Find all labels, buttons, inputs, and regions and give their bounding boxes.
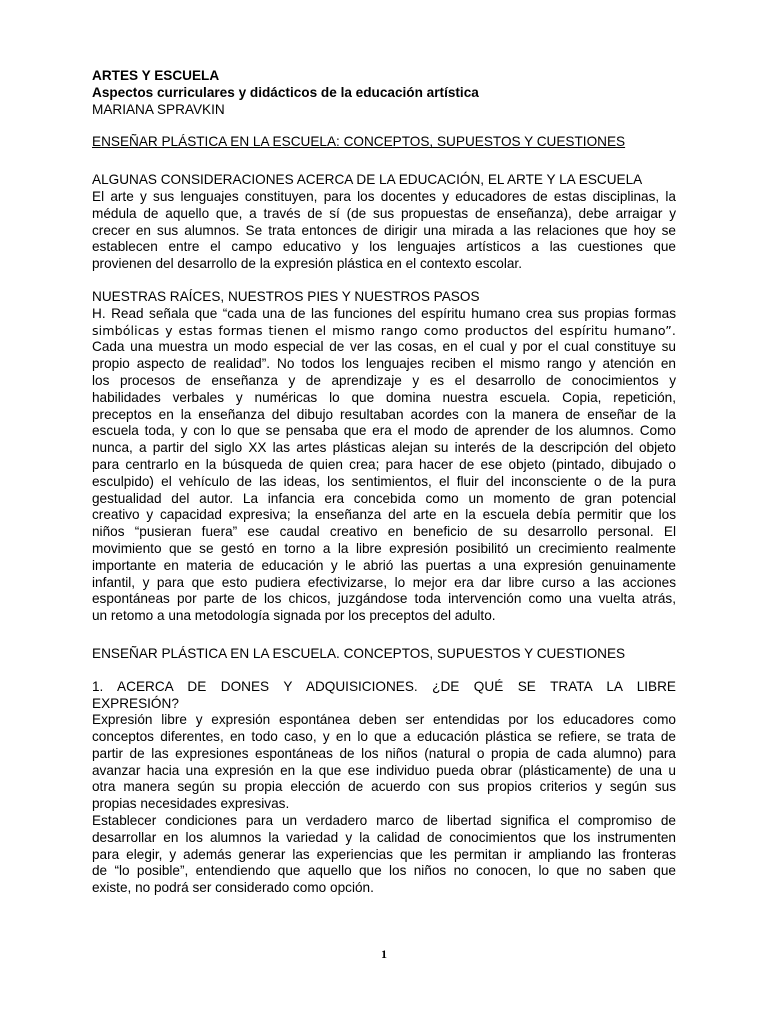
paragraph-line: importante en materia de educación y le abrió las puertas a una expresión genuinamente bbox=[92, 557, 676, 573]
page-content bbox=[92, 68, 676, 897]
paragraph-line: habilidades verbales y numéricas lo que domina nuestra escuela. Copia, repetición, bbox=[92, 389, 676, 405]
section-heading: ENSEÑAR PLÁSTICA EN LA ESCUELA: CONCEPTOS, SUPUESTOS Y CUESTIONES bbox=[92, 134, 626, 150]
spacer bbox=[92, 625, 676, 646]
paragraph-line: Expresión libre y expresión espontánea deben ser entendidas por los educadores como bbox=[92, 712, 676, 728]
paragraph-line: médula de aquello que, a través de sí (de sus propuestas de enseñanza), debe arraigar y bbox=[92, 205, 676, 221]
book-subtitle: Aspectos curriculares y didácticos de la educación artística bbox=[92, 84, 479, 100]
block3-paragraph bbox=[92, 712, 676, 813]
paragraph-line: espontáneas por parte de los chicos, juzgándose toda intervención como una vuelta atrás, bbox=[92, 591, 676, 607]
block2-paragraph bbox=[92, 306, 676, 625]
paragraph-line: niños “pusieran fuera” ese caudal creativo en beneficio de su desarrollo personal. El bbox=[92, 524, 676, 540]
book-title: ARTES Y ESCUELA bbox=[92, 68, 220, 83]
paragraph-line: un retomo a una metodología signada por los preceptos del adulto. bbox=[92, 608, 496, 624]
spacer bbox=[92, 273, 676, 289]
block1-heading: ALGUNAS CONSIDERACIONES ACERCA DE LA EDUCACIÓN, EL ARTE Y LA ESCUELA bbox=[92, 172, 643, 188]
paragraph-line: escuela toda, y con lo que se pensaba que era el modo de aprender de los alumnos. Como bbox=[92, 423, 676, 439]
paragraph-line: desarrollar en los alumnos la variedad y la calidad de conocimientos que los instrumenten bbox=[92, 829, 676, 845]
block2-heading: NUESTRAS RAÍCES, NUESTROS PIES Y NUESTROS PASOS bbox=[92, 288, 480, 304]
paragraph-line: de “lo posible”, entendiendo que aquello que los niños no conocen, lo que no saben que bbox=[92, 863, 676, 879]
paragraph-line: provienen del desarrollo de la expresión plástica en el contexto escolar. bbox=[92, 256, 522, 272]
paragraph-line: Establecer condiciones para un verdadero marco de libertad significa el compromiso de bbox=[92, 813, 676, 829]
paragraph-line: infantil, y para que esto pudiera efectivizarse, lo mejor era dar libre curso a las acciones bbox=[92, 574, 676, 590]
spacer bbox=[92, 118, 676, 134]
block1-paragraph bbox=[92, 189, 676, 273]
paragraph-line: avanzar hacia una expresión en la que ese individuo pueda obrar (plásticamente) de una u bbox=[92, 762, 676, 778]
paragraph-line: establecen entre el campo educativo y los lenguajes artísticos a las cuestiones que bbox=[92, 239, 676, 255]
paragraph-line: Cada una muestra un modo especial de ver las cosas, en el cual y por el cual constituye su bbox=[92, 339, 676, 355]
paragraph-line: El arte y sus lenguajes constituyen, para los docentes y educadores de estas disciplinas, la bbox=[92, 188, 676, 204]
paragraph-line: otra manera según su propia elección de acuerdo con sus propios criterios y según sus bbox=[92, 779, 676, 795]
block3-heading: 1. ACERCA DE DONES Y ADQUISICIONES. ¿DE QUÉ SE TRATA LA LIBRE bbox=[92, 678, 676, 694]
paragraph-line: movimiento que se gestó en torno a la libre expresión posibilitó un crecimiento realmente bbox=[92, 540, 676, 556]
spacer bbox=[92, 663, 676, 679]
paragraph-line: partir de las expresiones espontáneas de los niños (natural o propia de cada alumno) para bbox=[92, 745, 676, 761]
block4-paragraph bbox=[92, 813, 676, 897]
block3-heading-cont: EXPRESIÓN? bbox=[92, 695, 179, 711]
paragraph-line: para centrarlo en la búsqueda de quien crea; para hacer de ese objeto (pintado, dibujado o bbox=[92, 456, 676, 472]
paragraph-line: gestualidad del autor. La infancia era concebida como un momento de gran potencial bbox=[92, 490, 676, 506]
paragraph-line: crecer en sus alumnos. Se trata entonces de dirigir una mirada a las relaciones que hoy se bbox=[92, 222, 676, 238]
author-name: MARIANA SPRAVKIN bbox=[92, 101, 225, 117]
paragraph-line: los procesos de enseñanza y de aprendizaje y es el desarrollo de conocimientos y bbox=[92, 372, 676, 388]
paragraph-line: preceptos en la enseñanza del dibujo resultaban acordes con la manera de enseñar de la bbox=[92, 406, 676, 422]
page-number: 1 bbox=[381, 947, 387, 961]
paragraph-line: esculpido) el vehículo de las ideas, los sentimientos, el fluir del inconsciente o de la pura bbox=[92, 473, 676, 489]
paragraph-line: simbólicas y estas formas tienen el mismo rango como productos del espíritu humano”. bbox=[92, 322, 676, 338]
paragraph-line: existe, no podrá ser considerado como opción. bbox=[92, 880, 374, 896]
paragraph-line: creativo y capacidad expresiva; la enseñanza del arte en la escuela debía permitir que los bbox=[92, 507, 676, 523]
paragraph-line: conceptos diferentes, en todo caso, y en lo que a educación plástica se refiere, se trata de bbox=[92, 729, 676, 745]
paragraph-line: H. Read señala que “cada una de las funciones del espíritu humano crea sus propias formas bbox=[92, 305, 676, 321]
paragraph-line: para elegir, y además generar las experiencias que les permitan ir ampliando las fronteras bbox=[92, 846, 676, 862]
section2-heading: ENSEÑAR PLÁSTICA EN LA ESCUELA. CONCEPTOS, SUPUESTOS Y CUESTIONES bbox=[92, 645, 626, 661]
paragraph-line: propias necesidades expresivas. bbox=[92, 796, 290, 812]
paragraph-line: nunca, a partir del siglo XX las artes plásticas alejan su interés de la descripción del objeto bbox=[92, 440, 676, 456]
spacer bbox=[92, 151, 676, 172]
paragraph-line: propio aspecto de realidad”. No todos los lenguajes reciben el mismo rango y atención en bbox=[92, 356, 676, 372]
